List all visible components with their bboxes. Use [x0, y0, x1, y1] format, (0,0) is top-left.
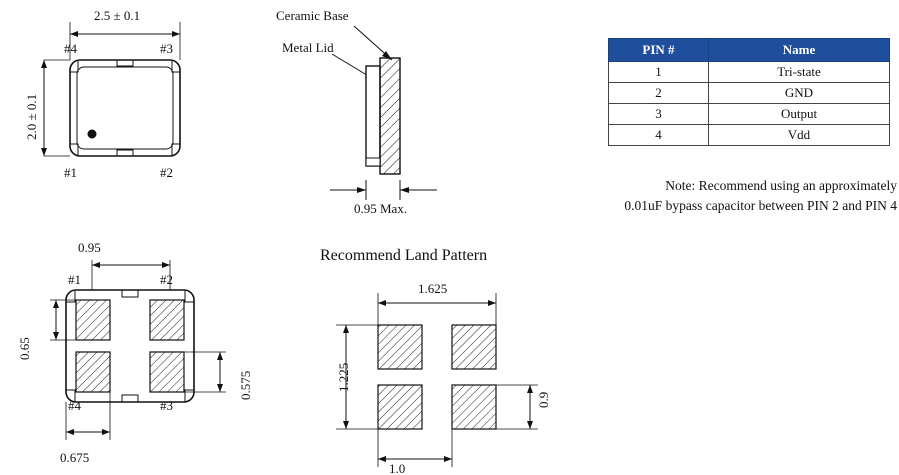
- land-pattern-height-dimension: 1.225: [336, 362, 351, 392]
- bottom-view-pin-4-label: #4: [68, 398, 81, 413]
- cell-pin-name: GND: [709, 83, 890, 104]
- bottom-view-pad-offset-dimension: 0.675: [60, 450, 90, 465]
- top-view-height-dimension: 2.0 ± 0.1: [24, 93, 39, 140]
- land-pattern-svg: [320, 275, 560, 475]
- table-header-pin: PIN #: [609, 39, 709, 62]
- cell-pin-number: 4: [609, 125, 709, 146]
- bottom-view-pad-width-dimension: 0.575: [238, 370, 253, 400]
- land-pattern-pad-height-dimension: 0.9: [536, 391, 551, 408]
- cell-pin-name: Vdd: [709, 125, 890, 146]
- note-line-1: Note: Recommend using an approximately: [665, 178, 897, 193]
- table-row: [609, 125, 890, 146]
- cell-pin-name: Tri-state: [709, 62, 890, 83]
- note-line-2: 0.01uF bypass capacitor between PIN 2 and PIN 4: [624, 197, 897, 213]
- top-view-pin-2-label: #2: [160, 165, 173, 180]
- top-view-pin-3-label: #3: [160, 41, 173, 56]
- table-row: [609, 104, 890, 125]
- bypass-capacitor-note: [545, 176, 897, 215]
- land-pattern: [320, 275, 560, 475]
- bottom-view-pin-1-label: #1: [68, 272, 81, 287]
- top-view-width-dimension: 2.5 ± 0.1: [94, 8, 141, 23]
- pin-assignment-table: [608, 38, 890, 146]
- side-view-thickness-dimension: 0.95 Max.: [354, 201, 408, 216]
- table-row: [609, 62, 890, 83]
- land-pattern-width-dimension: 1.625: [418, 281, 448, 296]
- bottom-view-pad-pitch-dimension: 0.95: [78, 240, 101, 255]
- top-view-pin-1-label: #1: [64, 165, 77, 180]
- cell-pin-number: 2: [609, 83, 709, 104]
- cell-pin-name: Output: [709, 104, 890, 125]
- table-header-row: [609, 39, 890, 62]
- bottom-view-pin-2-label: #2: [160, 272, 173, 287]
- bottom-view-pad-height-dimension: 0.65: [17, 337, 32, 360]
- land-pattern-title: Recommend Land Pattern: [320, 247, 488, 264]
- package-bottom-view: [30, 232, 260, 462]
- metal-lid-label: Metal Lid: [282, 40, 334, 55]
- cell-pin-number: 1: [609, 62, 709, 83]
- table-row: [609, 83, 890, 104]
- package-top-view: [30, 8, 240, 188]
- land-pattern-pad-width-dimension: 1.0: [389, 461, 406, 475]
- package-top-view-svg: [30, 8, 240, 188]
- cell-pin-number: 3: [609, 104, 709, 125]
- package-bottom-view-svg: [30, 232, 260, 462]
- top-view-pin-4-label: #4: [64, 41, 77, 56]
- bottom-view-pin-3-label: #3: [160, 398, 173, 413]
- table-header-name: Name: [709, 39, 890, 62]
- ceramic-base-label: Ceramic Base: [276, 8, 349, 23]
